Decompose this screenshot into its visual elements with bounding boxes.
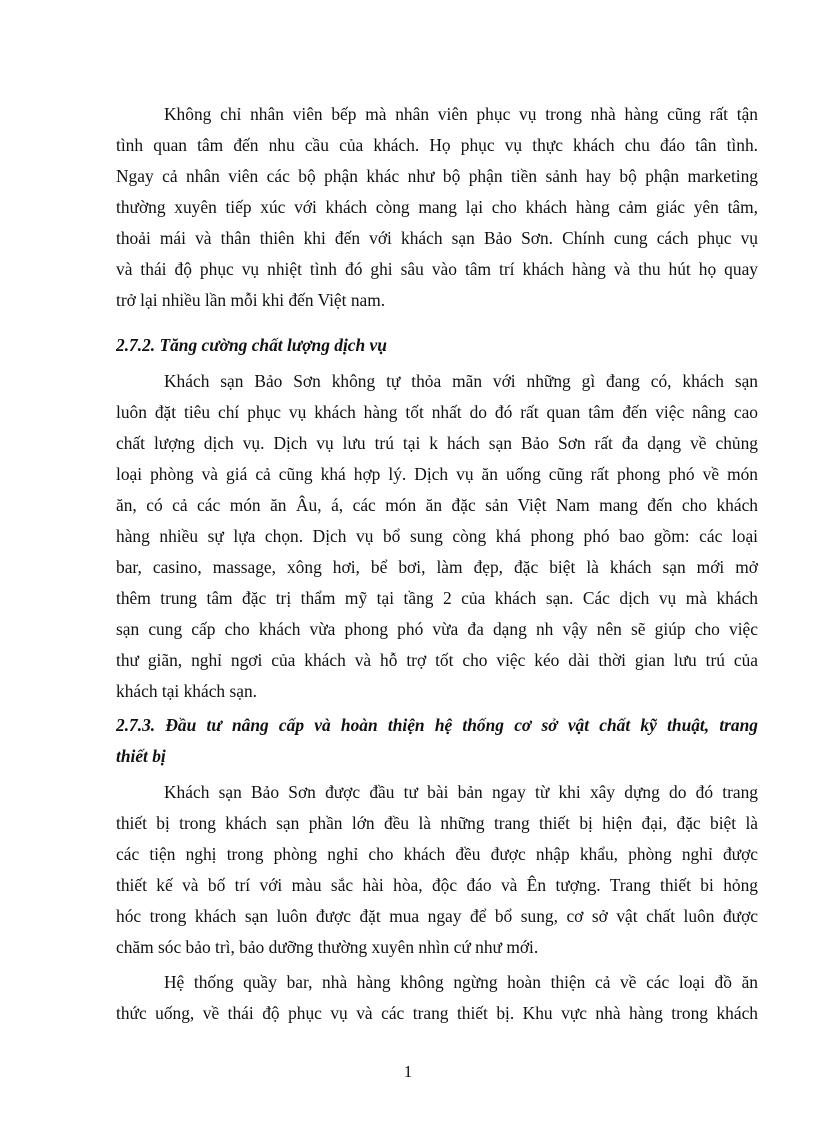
section-heading-2-7-2: 2.7.2. Tăng cường chất lượng dịch vụ xyxy=(116,335,387,355)
paragraph-1-line: và thái độ phục vụ nhiệt tình đó ghi sâu vào tâm trí khách hàng và thu hút họ quay xyxy=(116,259,758,279)
paragraph-4-line: Hệ thống quầy bar, nhà hàng không ngừng hoàn thiện cả về các loại đồ ăn xyxy=(164,972,758,992)
paragraph-1-line: tình quan tâm đến nhu cầu của khách. Họ phục vụ thực khách chu đáo tân tình. xyxy=(116,135,758,155)
paragraph-2-line: ăn, có cả các món ăn Âu, á, các món ăn đặc sản Việt Nam mang đến cho khách xyxy=(116,495,758,515)
section-heading-2-7-3: 2.7.3. Đầu tư nâng cấp và hoàn thiện hệ thống cơ sở vật chất kỹ thuật, trang xyxy=(116,715,758,735)
paragraph-1-line: thường xuyên tiếp xúc với khách còng mang lại cho khách hàng cảm giác yên tâm, xyxy=(116,197,758,217)
paragraph-2-line: thêm trung tâm đặc trị thẩm mỹ tại tầng 2 của khách sạn. Các dịch vụ mà khách xyxy=(116,588,758,608)
paragraph-2-line: thư giãn, nghỉ ngơi của khách và hỗ trợ tốt cho việc kéo dài thời gian lưu trú của xyxy=(116,650,758,670)
paragraph-1-line: Không chỉ nhân viên bếp mà nhân viên phục vụ trong nhà hàng cũng rất tận xyxy=(164,104,758,124)
paragraph-2-line: khách tại khách sạn. xyxy=(116,681,258,701)
paragraph-3-line: các tiện nghị trong phòng nghỉ cho khách đều được nhập khẩu, phòng nghỉ được xyxy=(116,844,758,864)
paragraph-2-line: Khách sạn Bảo Sơn không tự thỏa mãn với những gì đang có, khách sạn xyxy=(164,371,758,391)
paragraph-2-line: bar, casino, massage, xông hơi, bể bơi, làm đẹp, đặc biệt là khách sạn mới mở xyxy=(116,557,758,577)
page-number: 1 xyxy=(403,1062,413,1081)
paragraph-1-line: thoải mái và thân thiên khi đến với khách sạn Bảo Sơn. Chính cung cách phục vụ xyxy=(116,228,758,248)
paragraph-2-line: chất lượng dịch vụ. Dịch vụ lưu trú tại k hách sạn Bảo Sơn rất đa dạng về chủng xyxy=(116,433,758,453)
paragraph-2-line: sạn cung cấp cho khách vừa phong phó vừa đa dạng nh vậy nên sẽ giúp cho việc xyxy=(116,619,758,639)
paragraph-3-line: thiết bị trong khách sạn phần lớn đều là những trang thiết bị hiện đại, đặc biệt là xyxy=(116,813,758,833)
paragraph-4-line: thức uống, về thái độ phục vụ và các trang thiết bị. Khu vực nhà hàng trong khách xyxy=(116,1003,758,1023)
paragraph-3-line: Khách sạn Bảo Sơn được đầu tư bài bản ngay từ khi xây dựng do đó trang xyxy=(164,782,758,802)
section-heading-2-7-3-continued: thiết bị xyxy=(116,746,166,766)
paragraph-2-line: luôn đặt tiêu chí phục vụ khách hàng tốt nhất do đó rất quan tâm đến việc nâng cao xyxy=(116,402,758,422)
paragraph-3-line: thiết kế và bố trí với màu sắc hài hòa, độc đáo và Ên tượng. Trang thiết bi hỏng xyxy=(116,875,758,895)
paragraph-2-line: loại phòng và giá cả cũng khá hợp lý. Dịch vụ ăn uống cũng rất phong phó về món xyxy=(116,464,758,484)
paragraph-1-line: trở lại nhiều lần mỗi khi đến Việt nam. xyxy=(116,290,386,310)
paragraph-3-line: hóc trong khách sạn luôn được đặt mua ngay để bổ sung, cơ sở vật chất luôn được xyxy=(116,906,758,926)
paragraph-1-line: Ngay cả nhân viên các bộ phận khác như bộ phận tiền sảnh hay bộ phận marketing xyxy=(116,166,758,186)
paragraph-2-line: hàng nhiều sự lựa chọn. Dịch vụ bổ sung còng khá phong phó bao gồm: các loại xyxy=(116,526,758,546)
paragraph-3-line: chăm sóc bảo trì, bảo dưỡng thường xuyên nhìn cứ như mới. xyxy=(116,937,539,957)
